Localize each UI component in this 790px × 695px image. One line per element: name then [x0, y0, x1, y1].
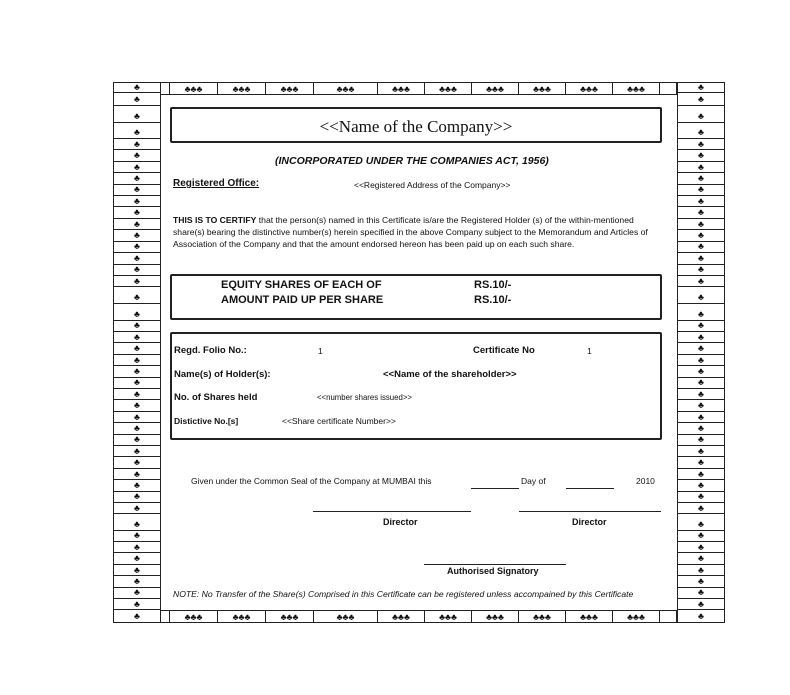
club-suit-icon: ♣♣♣: [533, 83, 551, 94]
club-suit-icon: ♣♣♣: [232, 611, 251, 622]
club-suit-icon: ♣♣♣: [439, 611, 457, 622]
shares-held-label: No. of Shares held: [174, 392, 258, 403]
club-suit-icon: ♣: [134, 172, 140, 183]
border-cell: [378, 610, 425, 623]
border-cell: [113, 366, 161, 377]
border-cell: [113, 332, 161, 343]
border-cell: [425, 82, 472, 95]
director-2-signature-line: [519, 511, 661, 512]
border-cell: [113, 576, 161, 587]
club-suit-icon: ♣: [698, 575, 704, 586]
border-cell: [519, 610, 566, 623]
border-cell: [677, 343, 725, 354]
certification-paragraph: [173, 214, 663, 251]
club-suit-icon: ♣: [134, 479, 140, 490]
equity-shares-value: RS.10/-: [474, 279, 512, 291]
border-cell: [677, 355, 725, 366]
border-cell: [677, 588, 725, 599]
border-cell: [378, 82, 425, 95]
border-cell: [218, 610, 266, 623]
border-cell: [314, 610, 378, 623]
day-of-label: Day of: [521, 476, 546, 486]
common-seal-text: Given under the Common Seal of the Company at MUMBAI this: [191, 476, 432, 486]
club-suit-icon: ♣♣♣: [580, 83, 598, 94]
border-cell: [170, 610, 218, 623]
club-suit-icon: ♣: [134, 252, 140, 263]
authorised-signature-line: [424, 564, 566, 565]
border-cell: [677, 400, 725, 411]
club-suit-icon: ♣: [134, 434, 140, 445]
share-value-box: [170, 274, 662, 320]
border-cell: [113, 565, 161, 576]
border-cell: [113, 503, 161, 514]
border-cell: [113, 93, 161, 105]
club-suit-icon: ♣: [698, 553, 704, 564]
club-suit-icon: ♣: [698, 610, 704, 621]
club-suit-icon: ♣: [698, 82, 704, 93]
company-name: <<Name of the Company>>: [319, 117, 513, 136]
club-suit-icon: ♣: [698, 541, 704, 552]
club-suit-icon: ♣: [698, 365, 704, 376]
club-suit-icon: ♣: [134, 264, 140, 275]
club-suit-icon: ♣: [134, 138, 140, 149]
club-suit-icon: ♣♣♣: [439, 83, 457, 94]
director-2-label: Director: [572, 517, 607, 527]
border-cell: [218, 82, 266, 95]
border-cell: [113, 457, 161, 468]
border-cell: [677, 366, 725, 377]
club-suit-icon: ♣♣♣: [184, 83, 203, 94]
club-suit-icon: ♣: [698, 110, 704, 121]
border-cell: [677, 503, 725, 514]
club-suit-icon: ♣♣♣: [280, 83, 299, 94]
border-cell: [113, 162, 161, 173]
border-cell: [113, 304, 161, 320]
border-cell: [113, 514, 161, 530]
border-cell: [677, 469, 725, 480]
club-suit-icon: ♣: [698, 308, 704, 319]
border-cell: [677, 542, 725, 553]
club-suit-icon: ♣: [134, 553, 140, 564]
club-suit-icon: ♣: [134, 218, 140, 229]
authorised-signatory-label: Authorised Signatory: [447, 566, 539, 576]
border-cell: [677, 576, 725, 587]
border-cell: [677, 106, 725, 123]
border-cell: [113, 588, 161, 599]
holder-name-label: Name(s) of Holder(s):: [174, 369, 271, 380]
registered-office-label: Registered Office:: [173, 178, 260, 189]
border-cell: [161, 610, 170, 623]
transfer-note: NOTE: No Transfer of the Share(s) Comprised in this Certificate can be registered unless accompained by this Certificate: [173, 589, 634, 599]
club-suit-icon: ♣: [698, 320, 704, 331]
border-cell: [677, 139, 725, 150]
border-cell: [677, 531, 725, 542]
border-cell: [677, 173, 725, 184]
club-suit-icon: ♣: [134, 411, 140, 422]
border-cell: [113, 553, 161, 564]
club-suit-icon: ♣: [134, 575, 140, 586]
border-cell: [113, 531, 161, 542]
club-suit-icon: ♣♣♣: [232, 83, 251, 94]
distinctive-no-label: Distictive No.[s]: [174, 416, 239, 426]
certificate-no-value: 1: [587, 346, 592, 356]
club-suit-icon: ♣: [698, 400, 704, 411]
club-suit-icon: ♣♣♣: [392, 611, 410, 622]
border-cell: [677, 332, 725, 343]
border-cell: [677, 287, 725, 304]
club-suit-icon: ♣: [698, 388, 704, 399]
border-cell: [113, 82, 161, 93]
border-cell: [677, 565, 725, 576]
club-suit-icon: ♣: [698, 343, 704, 354]
club-suit-icon: ♣: [134, 207, 140, 218]
border-cell: [677, 242, 725, 253]
border-cell: [266, 610, 314, 623]
border-cell: [113, 412, 161, 423]
club-suit-icon: ♣: [134, 195, 140, 206]
border-cell: [677, 150, 725, 161]
club-suit-icon: ♣♣♣: [533, 611, 551, 622]
club-suit-icon: ♣: [698, 184, 704, 195]
club-suit-icon: ♣: [698, 218, 704, 229]
border-cell: [113, 150, 161, 161]
club-suit-icon: ♣: [698, 354, 704, 365]
border-cell: [677, 123, 725, 139]
certify-lead: THIS IS TO CERTIFY: [173, 215, 257, 225]
border-cell: [660, 82, 677, 95]
border-cell: [566, 82, 613, 95]
club-suit-icon: ♣: [698, 587, 704, 598]
club-suit-icon: ♣: [698, 127, 704, 138]
club-suit-icon: ♣: [698, 434, 704, 445]
folio-value: 1: [318, 346, 323, 356]
day-blank-line: [471, 488, 519, 489]
club-suit-icon: ♣♣♣: [280, 611, 299, 622]
club-suit-icon: ♣: [134, 518, 140, 529]
border-cell: [677, 412, 725, 423]
club-suit-icon: ♣: [698, 150, 704, 161]
director-1-label: Director: [383, 517, 418, 527]
border-cell: [613, 82, 660, 95]
incorporation-statement: (INCORPORATED UNDER THE COMPANIES ACT, 1956): [275, 155, 549, 167]
border-cell: [113, 185, 161, 196]
club-suit-icon: ♣♣♣: [627, 83, 645, 94]
border-cell: [113, 355, 161, 366]
border-cell: [677, 93, 725, 105]
registered-office-value: <<Registered Address of the Company>>: [354, 180, 511, 190]
club-suit-icon: ♣: [134, 354, 140, 365]
border-cell: [677, 389, 725, 400]
company-name-box: [170, 107, 662, 143]
right-border-column: [677, 82, 725, 623]
border-cell: [113, 599, 161, 610]
distinctive-no-value: <<Share certificate Number>>: [282, 416, 396, 426]
club-suit-icon: ♣: [698, 138, 704, 149]
club-suit-icon: ♣: [134, 468, 140, 479]
club-suit-icon: ♣♣♣: [336, 611, 355, 622]
border-cell: [677, 196, 725, 207]
club-suit-icon: ♣: [698, 252, 704, 263]
border-cell: [472, 610, 519, 623]
border-cell: [113, 400, 161, 411]
club-suit-icon: ♣: [698, 422, 704, 433]
border-cell: [677, 610, 725, 622]
club-suit-icon: ♣: [698, 564, 704, 575]
club-suit-icon: ♣♣♣: [336, 83, 355, 94]
club-suit-icon: ♣: [134, 110, 140, 121]
director-1-signature-line: [313, 511, 471, 512]
border-cell: [113, 219, 161, 230]
certify-body: that the person(s) named in this Certificate is/are the Registered Holder (s) of the within-mentioned share(s) bearing the distinctive number(s) herein specified in the above Company subject to the Memorandum and Articles of Association of the Company and that the amount endorsed hereon has been paid up on each such share.: [173, 215, 648, 250]
club-suit-icon: ♣: [698, 479, 704, 490]
border-cell: [113, 343, 161, 354]
year-value: 2010: [636, 476, 655, 486]
club-suit-icon: ♣: [698, 445, 704, 456]
border-cell: [113, 253, 161, 264]
club-suit-icon: ♣: [134, 564, 140, 575]
club-suit-icon: ♣: [134, 292, 140, 303]
border-cell: [677, 514, 725, 530]
club-suit-icon: ♣: [698, 502, 704, 513]
club-suit-icon: ♣: [698, 161, 704, 172]
border-cell: [113, 265, 161, 276]
club-suit-icon: ♣: [698, 292, 704, 303]
border-cell: [170, 82, 218, 95]
border-cell: [113, 242, 161, 253]
border-cell: [677, 304, 725, 320]
amount-paid-label: AMOUNT PAID UP PER SHARE: [221, 294, 384, 306]
border-cell: [677, 265, 725, 276]
border-cell: [113, 276, 161, 287]
club-suit-icon: ♣: [134, 422, 140, 433]
club-suit-icon: ♣♣♣: [184, 611, 203, 622]
border-cell: [113, 173, 161, 184]
club-suit-icon: ♣: [134, 275, 140, 286]
border-cell: [425, 610, 472, 623]
club-suit-icon: ♣: [698, 491, 704, 502]
club-suit-icon: ♣: [134, 229, 140, 240]
border-cell: [314, 82, 378, 95]
border-cell: [677, 276, 725, 287]
club-suit-icon: ♣: [698, 229, 704, 240]
border-cell: [113, 230, 161, 241]
border-cell: [113, 378, 161, 389]
club-suit-icon: ♣: [134, 377, 140, 388]
club-suit-icon: ♣: [134, 598, 140, 609]
club-suit-icon: ♣: [134, 365, 140, 376]
club-suit-icon: ♣: [134, 541, 140, 552]
club-suit-icon: ♣♣♣: [486, 611, 504, 622]
club-suit-icon: ♣: [134, 610, 140, 621]
border-cell: [113, 123, 161, 139]
certificate-no-label: Certificate No: [473, 345, 535, 356]
club-suit-icon: ♣♣♣: [486, 83, 504, 94]
border-cell: [113, 321, 161, 332]
border-cell: [113, 492, 161, 503]
club-suit-icon: ♣: [134, 320, 140, 331]
border-cell: [113, 480, 161, 491]
border-cell: [113, 287, 161, 304]
club-suit-icon: ♣: [698, 195, 704, 206]
club-suit-icon: ♣: [698, 457, 704, 468]
border-cell: [677, 321, 725, 332]
border-cell: [677, 435, 725, 446]
border-cell: [113, 196, 161, 207]
bottom-border-row: [161, 610, 677, 623]
border-cell: [113, 446, 161, 457]
border-cell: [113, 435, 161, 446]
club-suit-icon: ♣: [134, 127, 140, 138]
club-suit-icon: ♣: [134, 150, 140, 161]
club-suit-icon: ♣: [698, 331, 704, 342]
club-suit-icon: ♣: [134, 331, 140, 342]
border-cell: [677, 162, 725, 173]
holder-details-box: [170, 332, 662, 440]
border-cell: [266, 82, 314, 95]
folio-label: Regd. Folio No.:: [174, 345, 247, 356]
club-suit-icon: ♣: [698, 207, 704, 218]
club-suit-icon: ♣: [698, 530, 704, 541]
club-suit-icon: ♣: [134, 400, 140, 411]
club-suit-icon: ♣: [134, 161, 140, 172]
club-suit-icon: ♣: [698, 411, 704, 422]
equity-shares-label: EQUITY SHARES OF EACH OF: [221, 279, 382, 291]
border-cell: [113, 610, 161, 622]
club-suit-icon: ♣: [698, 241, 704, 252]
border-cell: [677, 219, 725, 230]
club-suit-icon: ♣: [134, 530, 140, 541]
club-suit-icon: ♣: [698, 518, 704, 529]
border-cell: [677, 492, 725, 503]
border-cell: [677, 480, 725, 491]
border-cell: [677, 253, 725, 264]
border-cell: [113, 389, 161, 400]
club-suit-icon: ♣: [698, 264, 704, 275]
club-suit-icon: ♣: [134, 502, 140, 513]
club-suit-icon: ♣♣♣: [392, 83, 410, 94]
border-cell: [677, 423, 725, 434]
club-suit-icon: ♣: [698, 172, 704, 183]
border-cell: [677, 82, 725, 93]
club-suit-icon: ♣: [134, 93, 140, 104]
month-blank-line: [566, 488, 614, 489]
club-suit-icon: ♣: [134, 184, 140, 195]
club-suit-icon: ♣: [134, 82, 140, 93]
club-suit-icon: ♣: [698, 93, 704, 104]
border-cell: [677, 457, 725, 468]
club-suit-icon: ♣: [698, 468, 704, 479]
border-cell: [677, 599, 725, 610]
border-cell: [113, 207, 161, 218]
border-cell: [677, 378, 725, 389]
shares-held-value: <<number shares issued>>: [317, 393, 412, 402]
club-suit-icon: ♣: [134, 241, 140, 252]
club-suit-icon: ♣: [134, 587, 140, 598]
holder-name-value: <<Name of the shareholder>>: [383, 369, 517, 380]
club-suit-icon: ♣: [134, 343, 140, 354]
border-cell: [113, 139, 161, 150]
club-suit-icon: ♣: [134, 445, 140, 456]
border-cell: [677, 446, 725, 457]
amount-paid-value: RS.10/-: [474, 294, 512, 306]
border-cell: [113, 469, 161, 480]
club-suit-icon: ♣♣♣: [580, 611, 598, 622]
left-border-column: [113, 82, 161, 623]
club-suit-icon: ♣: [698, 598, 704, 609]
border-cell: [677, 230, 725, 241]
border-cell: [472, 82, 519, 95]
border-cell: [566, 610, 613, 623]
border-cell: [660, 610, 677, 623]
club-suit-icon: ♣: [134, 457, 140, 468]
club-suit-icon: ♣: [698, 377, 704, 388]
club-suit-icon: ♣♣♣: [627, 611, 645, 622]
top-border-row: [161, 82, 677, 95]
border-cell: [113, 106, 161, 123]
border-cell: [613, 610, 660, 623]
club-suit-icon: ♣: [134, 308, 140, 319]
border-cell: [113, 423, 161, 434]
border-cell: [161, 82, 170, 95]
border-cell: [677, 207, 725, 218]
club-suit-icon: ♣: [698, 275, 704, 286]
border-cell: [677, 185, 725, 196]
club-suit-icon: ♣: [134, 491, 140, 502]
border-cell: [519, 82, 566, 95]
border-cell: [113, 542, 161, 553]
border-cell: [677, 553, 725, 564]
club-suit-icon: ♣: [134, 388, 140, 399]
